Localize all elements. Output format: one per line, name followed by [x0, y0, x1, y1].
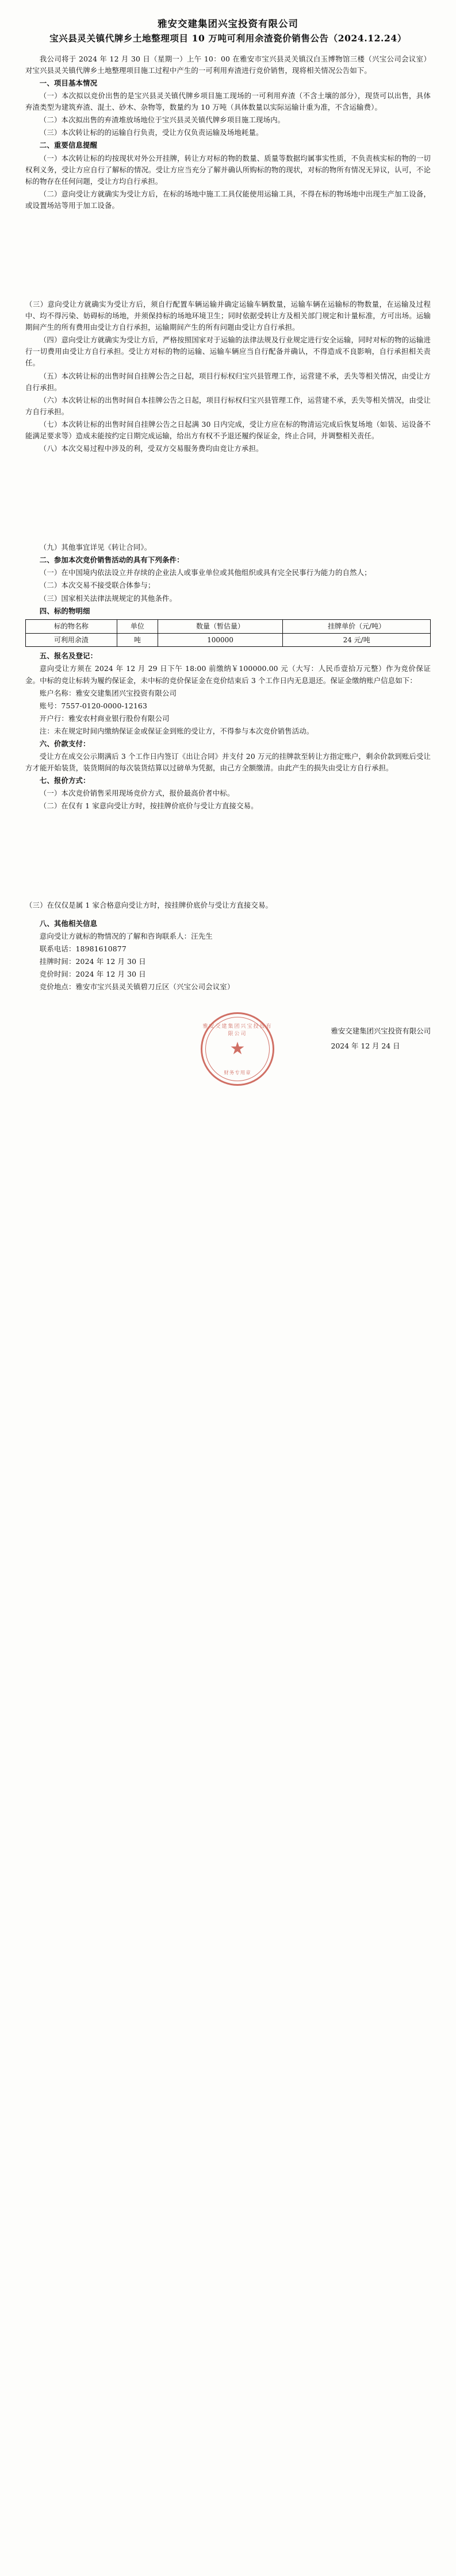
cell-name: 可利用余渣 [26, 633, 117, 647]
section-2-paragraph-4: （四）意向受让方就确实为受让方后，严格按照国家对于运输的法律法规及行业规定进行安全运输，同时对标的物的运输进行一切费用由受让方自行承担。受让方对标的物的运输、运输车辆应当自行配备并确认，不得造成不良影响，自行承担相关责任。 [25, 336, 431, 368]
section-2-paragraph-5: （五）本次转让标的出售时间自挂牌公告之日起，项目行标权归宝兴县管理工作，运营建不承，丢失等相关情况，由受让方自行承担。 [25, 371, 431, 392]
bidding-date: 竞价时间：2024 年 12 月 30 日 [39, 970, 146, 979]
section-4-paragraph-3: （三）国家相关法律法规规定的其他条件。 [39, 593, 177, 603]
section-2-paragraph-7: （七）本次转让标的出售时间自挂牌公告之日起满 30 日内完成，受让方应在标的物清运完成后恢复场地（如装、运设备不能满足要求等）造成未能按约定日期完成运输，给出方有权不予退还履约保证金，终止合同，并调整相关责任。 [25, 419, 431, 441]
table-row [26, 633, 431, 647]
intro-paragraph: 我公司将于 2024 年 12 月 30 日（星期一）上午 10：00 在雅安市宝兴县灵关镇汉白玉博物馆三楼（兴宝公司会议室）对宝兴县灵关镇代牌乡土地整理项目施工过程中产生的一可利用弃渣进行竞价销售，现将相关情况公告如下。 [25, 54, 431, 75]
section-heading-5: 四、标的物明细 [39, 606, 90, 615]
account-name: 账户名称：雅安交建集团兴宝投资有限公司 [39, 688, 177, 697]
section-heading-2: 二、重要信息提醒 [39, 141, 98, 150]
document-title-block [25, 17, 431, 45]
section-9-heading-inline: （三）在仅仅是属 1 家合格意向受让方时，按挂牌价底价与受让方直接交易。 [25, 900, 273, 909]
seal-top-text: 雅安交建集团兴宝投资有限公司 [202, 1024, 273, 1038]
signature-block [331, 1024, 431, 1054]
cell-unit: 吨 [117, 633, 158, 647]
section-1-paragraph-3: （三）本次转让标的的运输自行负责，受让方仅负责运输及场地耗量。 [39, 128, 263, 137]
section-2-paragraph-1: （一）本次转让标的均按现状对外公开挂牌，转让方对标的物的数量、质量等数据均属事实性质，不负责核实标的物的一切权利义务，受让方应自行了解标的情况。受让方应当充分了解并确认所购标的物的现状，对标的物所有情况无异议，认可，不论标的物存在任何问题，受让方均自行承担。 [25, 153, 431, 186]
section-7-paragraph-1: 受让方在成交公示期满后 3 个工作日内签订《出让合同》并支付 20 万元的挂牌款至转让方指定账户，剩余价款到账后受让方才能开始装货，装货期间的每次装货结算以过磅单为凭据，由己方全额缴清。由此产生的损失由受让方自行承担。 [25, 752, 431, 773]
account-number: 账号：7557-0120-0000-12163 [39, 701, 147, 710]
contact-person: 意向受让方就标的物情况的了解和咨询联系人：汪先生 [39, 931, 213, 940]
signature-company: 雅安交建集团兴宝投资有限公司 [331, 1027, 431, 1036]
document-body [25, 17, 431, 1094]
page-title: 宝兴县灵关镇代牌乡土地整理项目 10 万吨可利用余渣瓷价销售公告（2024.12.24） [49, 32, 407, 44]
column-header-name: 标的物名称 [26, 619, 117, 633]
section-6-paragraph-1: 意向受让方须在 2024 年 12 月 29 日下午 18:00 前缴纳￥100000.00 元（大写：人民币壹拾万元整）作为竞价保证金。中标的竞让标转为履约保证金，未中标的竞价保证金在竞价结束后 3 个工作日内无息退还。保证金缴纳账户信息如下： [25, 664, 431, 685]
section-8-paragraph-2: （二）在仅有 1 家意向受让方时，按挂牌价底价与受让方直接交易。 [39, 801, 258, 811]
org-name: 雅安交建集团兴宝投资有限公司 [158, 18, 298, 29]
section-heading-4: 二、参加本次竞价销售活动的具有下列条件： [39, 556, 184, 565]
goods-table-head [26, 619, 431, 633]
goods-table-body [26, 633, 431, 647]
cell-price: 24 元/吨 [283, 633, 431, 647]
section-4-paragraph-2: （二）本次交易不接受联合体参与； [39, 581, 155, 590]
page-gap-1 [25, 213, 431, 299]
signature-area [25, 1008, 431, 1094]
section-2-paragraph-6: （六）本次转让标的出售时间自本挂牌公告之日起，项目行标权归宝兴县管理工作，运营建不承，丢失等相关情况，由受让方自行承担。 [25, 395, 431, 416]
section-1-paragraph-2: （二）本次拟出售的弃渣堆放场地位于宝兴县灵关镇代牌乡项目施工现场内。 [39, 115, 285, 125]
section-1-paragraph-1: （一）本次拟以竞价出售的是宝兴县灵关镇代牌乡项目施工现场的一可利用弃渣（不含土壤的部分），现货可以出售，具体弃渣类型为建筑弃渣、混土、砂木、杂物等，数量约为 10 万吨（具体数量以实际运输计重为准，不含运输费）。 [25, 91, 431, 112]
column-header-price: 挂牌单价（元/吨） [283, 619, 431, 633]
seal-bottom-text: 财务专用章 [224, 1070, 251, 1077]
cell-quantity: 100000 [158, 633, 283, 647]
seal-star-icon: ★ [229, 1039, 246, 1059]
gap-small-1 [25, 912, 431, 918]
bidding-location: 竞价地点：雅安市宝兴县灵关镇碧刀丘区（兴宝公司会议室） [39, 982, 235, 992]
goods-table [25, 619, 431, 647]
section-2-paragraph-2: （二）意向受让方就确实为受让方后，在标的场地中施工工具仅能使用运输工具，不得在标的物场地中出现生产加工设备，或设置场站等用于加工设备。 [25, 189, 431, 210]
section-2-paragraph-3: （三）意向受让方就确实为受让方后，须自行配置车辆运输并确定运输车辆数量，运输车辆在运输标的物数量，在运输及过程中、均不得污染、妨碍标的场地，并须保持标的场地环境卫生；同时依据受转让方及相关部门规定和计量标准，方可出场。运输期间产生的所有费用由受让方自行承担，运输期间产生的所有问题由受让方自行承担。 [25, 299, 431, 332]
section-heading-10: 八、其他相关信息 [39, 919, 98, 928]
section-heading-6: 五、报名及登记： [39, 651, 98, 661]
column-header-unit: 单位 [117, 619, 158, 633]
account-bank: 开户行：雅安农村商业银行股份有限公司 [39, 714, 170, 723]
section-heading-8: 七、报价方式： [39, 776, 90, 785]
section-heading-7: 六、价款支付： [39, 739, 90, 749]
contact-phone: 联系电话：18981610877 [39, 944, 127, 953]
column-header-quantity: 数量（暂估量） [158, 619, 283, 633]
page-gap-3 [25, 813, 431, 900]
deposit-note: 注：未在规定时间内缴纳保证金或保证金到账的受让方，不得参与本次竞价销售活动。 [39, 726, 314, 735]
listing-date: 挂牌时间：2024 年 12 月 30 日 [39, 957, 146, 966]
page-gap-2 [25, 456, 431, 542]
section-4-paragraph-1: （一）在中国境内依法设立并存续的企业法人或事业单位或其他组织或具有完全民事行为能力的自然人； [39, 568, 371, 577]
signature-date: 2024 年 12 月 24 日 [331, 1042, 400, 1051]
section-2-paragraph-8: （八）本次交易过程中涉及的利，受双方交易服务费均由竞让方承担。 [39, 444, 263, 453]
section-8-paragraph-1: （一）本次竞价销售采用现场竞价方式，报价最高价者中标。 [39, 789, 235, 798]
company-seal-icon [201, 1012, 274, 1086]
section-heading-1: 一、项目基本情况 [39, 78, 98, 87]
section-3-heading-inline: （九）其他事宜详见《转让合同》。 [39, 543, 152, 552]
table-header-row [26, 619, 431, 633]
